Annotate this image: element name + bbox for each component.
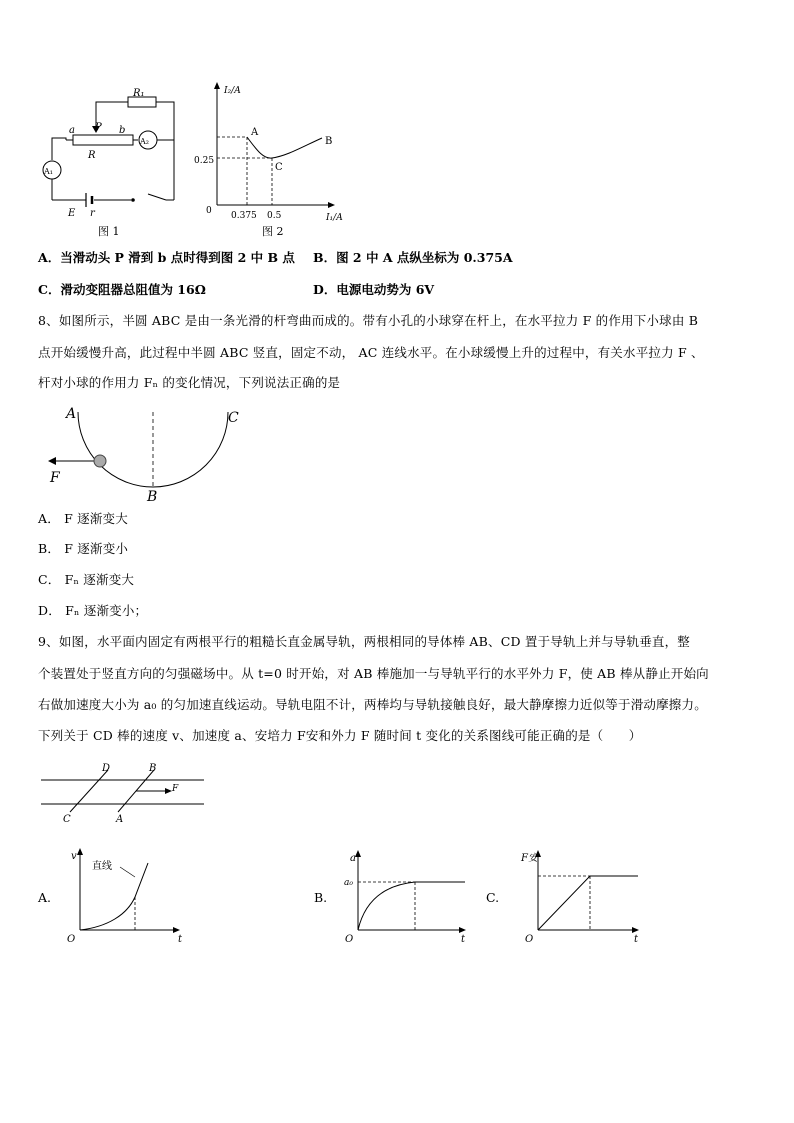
point-c-label: C bbox=[228, 410, 239, 426]
q9-text-line1: 9、如图，水平面内固定有两根平行的粗糙长直金属导轨，两根相同的导体棒 AB、CD 置于导轨上并与导轨垂直，整 bbox=[38, 634, 691, 649]
rod-c-label: C bbox=[63, 814, 71, 825]
label-a2: A₂ bbox=[140, 137, 149, 146]
q8-option-d: D． Fₙ 逐渐变小； bbox=[38, 603, 148, 618]
q8-text-line1: 8、如图所示，半圆 ABC 是由一条光滑的杆弯曲而成的。带有小孔的小球穿在杆上，在水平拉力 F 的作用下小球由 B bbox=[38, 313, 699, 328]
label-a1: A₁ bbox=[44, 167, 53, 176]
force-f-label: F bbox=[50, 470, 60, 486]
rod-a-label: A bbox=[116, 814, 124, 825]
graph-c-x-label: t bbox=[634, 934, 639, 945]
x-tick-1: 0.375 bbox=[231, 211, 257, 221]
fig2-caption: 图 2 bbox=[262, 225, 284, 238]
q8-text-line3: 杆对小球的作用力 Fₙ 的变化情况，下列说法正确的是 bbox=[38, 375, 341, 390]
point-b-label: B bbox=[325, 136, 333, 147]
q8-option-a: A． F 逐渐变大 bbox=[38, 511, 128, 526]
ball bbox=[94, 455, 106, 467]
graph-c bbox=[518, 845, 648, 945]
q8-text-line2: 点开始缓慢升高，此过程中半圆 ABC 竖直，固定不动， AC 连线水平。在小球缓慢上升的过程中，有关水平拉力 F 、 bbox=[38, 345, 704, 360]
label-b: b bbox=[119, 125, 126, 136]
graph-b-y-tick: a₀ bbox=[344, 878, 353, 888]
x-axis-label: I₁/A bbox=[326, 213, 343, 223]
graph-c-y-label: F安 bbox=[521, 853, 538, 864]
y-axis-label: I₂/A bbox=[224, 86, 241, 96]
graph-a-x-label: t bbox=[178, 934, 183, 945]
q8-option-c: C． Fₙ 逐渐变大 bbox=[38, 572, 135, 587]
q9-option-b: B. bbox=[314, 890, 328, 905]
q9-option-c: C. bbox=[486, 890, 500, 905]
graph-b bbox=[340, 845, 475, 945]
graph-a-note: 直线 bbox=[92, 861, 112, 872]
graph-b-origin: O bbox=[345, 934, 354, 945]
semicircle-figure bbox=[40, 400, 250, 505]
q8-option-b: B． F 逐渐变小 bbox=[38, 541, 129, 556]
y-tick-label: 0.25 bbox=[194, 156, 215, 166]
graph-b-x-label: t bbox=[461, 934, 466, 945]
force-f-label: F bbox=[172, 784, 179, 794]
circuit-figure bbox=[36, 80, 186, 240]
q9-text-line2: 个装置处于竖直方向的匀强磁场中。从 t=0 时开始，对 AB 棒施加一与导轨平行的水平外力 F，使 AB 棒从静止开始向 bbox=[38, 666, 709, 681]
point-a-label: A bbox=[66, 406, 77, 422]
label-e: E bbox=[68, 208, 76, 219]
label-r: R bbox=[88, 150, 96, 161]
label-r1: R₁ bbox=[133, 88, 145, 99]
graph-figure-2 bbox=[192, 80, 357, 240]
q7-option-a: A．当滑动头 P 滑到 b 点时得到图 2 中 B 点 bbox=[38, 250, 295, 265]
label-r-internal: r bbox=[90, 208, 95, 219]
q9-option-a: A. bbox=[38, 890, 52, 905]
point-c-label: C bbox=[275, 162, 283, 173]
rod-d-label: D bbox=[102, 763, 111, 774]
fig1-caption: 图 1 bbox=[98, 225, 120, 238]
q7-option-c: C．滑动变阻器总阻值为 16Ω bbox=[38, 282, 206, 297]
x-tick-2: 0.5 bbox=[267, 211, 282, 221]
point-a-label: A bbox=[251, 127, 259, 138]
q9-text-line4: 下列关于 CD 棒的速度 v、加速度 a、安培力 F安和外力 F 随时间 t 变化的关系图线可能正确的是（ ） bbox=[38, 728, 642, 743]
q7-option-d: D．电源电动势为 6V bbox=[313, 282, 435, 297]
graph-c-origin: O bbox=[525, 934, 534, 945]
label-p: P bbox=[95, 122, 102, 133]
q7-option-b: B．图 2 中 A 点纵坐标为 0.375A bbox=[313, 250, 513, 265]
graph-b-y-label: a bbox=[350, 853, 356, 864]
origin-label: 0 bbox=[206, 206, 212, 216]
q9-text-line3: 右做加速度大小为 a₀ 的匀加速直线运动。导轨电阻不计，两棒均与导轨接触良好，最大静摩擦力近似等于滑动摩擦力。 bbox=[38, 697, 707, 712]
graph-a-origin: O bbox=[67, 934, 76, 945]
rod-b-label: B bbox=[149, 763, 157, 774]
graph-a bbox=[62, 845, 187, 945]
label-a: a bbox=[69, 125, 75, 136]
point-b-label: B bbox=[147, 489, 158, 505]
rails-figure bbox=[36, 760, 211, 830]
graph-a-y-label: v bbox=[71, 851, 77, 862]
